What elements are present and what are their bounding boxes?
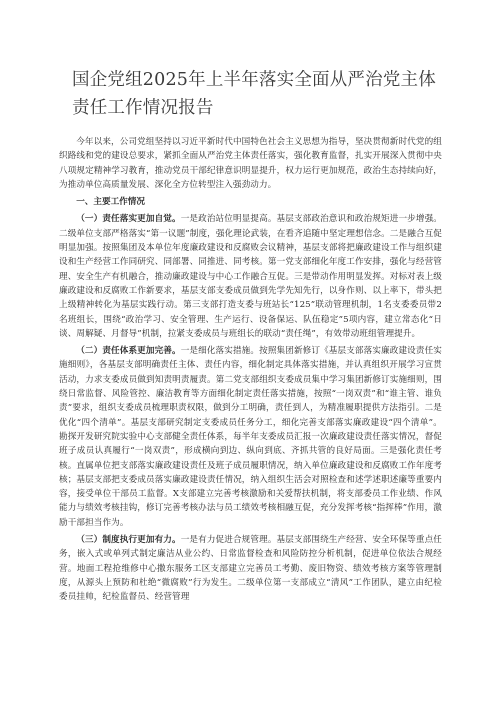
subsection-body-3: 一是有力促进合规管理。基层支部围绕生产经营、安全环保等重点任务，嵌入式或单列式制定廉洁从业公约、日常监督检查和风险防控分析机制，促进单位依法合规经营。地面工程抢维修中心撒东服务工区支部建立完善员工考勤、废旧物资、绩效考核方案等管理制度，从源头上预防和杜绝“微腐败”行为发生。二级单位第一支部成立“清风”工作团队，建立由纪检委员挂帅，纪检监督员、经营管理 <box>59 535 442 603</box>
subsection-paragraph-3 <box>59 533 442 604</box>
subsection-paragraph-1 <box>59 212 442 341</box>
subsection-lead-2: （二）责任体系更加完善。 <box>76 346 181 357</box>
subsection-lead-1: （一）责任落实更加自觉。 <box>76 214 181 225</box>
subsection-body-2: 一是细化落实措施。按照集团新修订《基层支部落实廉政建设责任实施细则》，各基层支部明确责任主体、责任内容，细化制定具体落实措施，并认真组织开展学习宣贯活动，力求支委成员做到知责明责履责。第二党支部组织支委成员集中学习集团新修订实施细则，围绕日常监督、风险管控、廉洁教育等方面细化制定责任落实措施，按照“一岗双责”和“谁主管、谁负责”要求，组织支委成员梳理职责权限，做到分工明确，责任到人，为精准履职提供方法指引。二是优化“四个清单”。基层支部研究制定支委成员任务分工，细化完善支部落实廉政建设“四个清单”。勘探开发研究院实验中心支部健全责任体系，每半年支委成员汇报一次廉政建设责任落实情况，督促班子成员认真履行“一岗双责”，形成横向到边、纵向到底、齐抓共管的良好局面。三是强化责任考核。直属单位把支部落实廉政建设责任及班子成员履职情况，纳入单位廉政建设和反腐败工作年度考核；基层支部把支委成员落实廉政建设责任情况，纳入组织生活会对照检查和述学述职述廉等重要内容，接受单位干部员工监督。X支部建立完善考核激励和关爱帮扶机制，将支部委员工作业绩、作风能力与绩效考核挂钩，修订完善考核办法与员工绩效考核相融互促，充分发挥考核“指挥棒”作用，激励干部担当作为。 <box>59 346 442 528</box>
subsection-paragraph-2 <box>59 344 442 530</box>
intro-paragraph: 今年以来，公司党组坚持以习近平新时代中国特色社会主义思想为指导，坚决贯彻新时代党的组织路线和党的建设总要求，紧抓全面从严治党主体责任落实，强化教育监督，扎实开展深入贯彻中央八项规定精神学习教育，推动党员干部纪律意识明显提升，权力运行更加规范，政治生态持续向好，为推动单位高质量发展、深化全方位转型注入强劲动力。 <box>59 137 442 190</box>
document-title: 国企党组2025年上半年落实全面从严治党主体责任工作情况报告 <box>72 70 436 118</box>
section-heading: 一、主要工作情况 <box>76 197 145 208</box>
subsection-lead-3: （三）制度执行更加有力。 <box>76 535 181 546</box>
subsection-body-1: 一是政治站位明显提高。基层支部政治意识和政治规矩进一步增强。二级单位支部严格落实“第一议题”制度，强化理论武装，在看齐追随中坚定理想信念。二是融合互促明显加强。按照集团及本单位年度廉政建设和反腐败会议精神，基层支部将把廉政建设工作与组织建设和生产经营工作同研究、同部署、同推进、同考核。第一党支部细化年度工作安排，强化与经营管理、安全生产有机融合，推动廉政建设与中心工作融合互促。三是带动作用明显发挥。对标对表上级廉政建设和反腐败工作新要求，基层支部支委成员做到先学先知先行，以身作则、以上率下，带头把上级精神转化为基层实践行动。第三支部打造支委与班站长“125”联动管理机制，1名支委委员带2名班组长，围绕“政治学习、安全管理、生产运行、设备保运、队伍稳定”5项内容，建立常态化“日谈、周解疑、月督导”机制，拉紧支委成员与班组长的联动“责任绳”，有效带动班组管理提升。 <box>59 214 442 339</box>
